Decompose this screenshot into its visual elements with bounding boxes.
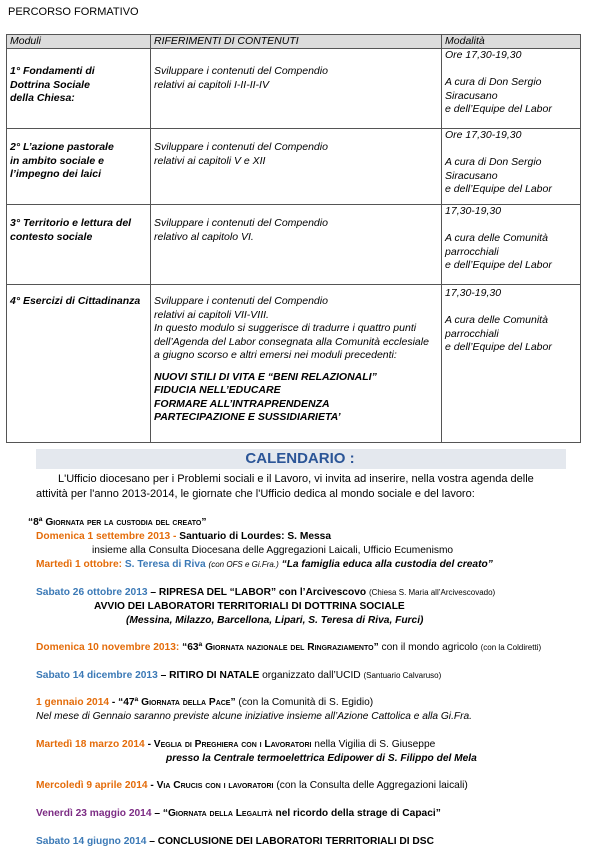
event-item [36, 779, 468, 792]
event-date: Domenica 1 settembre 2013 - [36, 531, 177, 542]
event-date: Sabato 14 giugno 2014 [36, 836, 147, 847]
event-note: (con la Coldiretti) [480, 643, 542, 652]
event-text: – RIPRESA DEL “LABOR” con l’Arcivescovo [150, 587, 367, 598]
modalita-line: 17,30-19,30 [445, 205, 502, 217]
modulo-line: 4° Esercizi di Cittadinanza [10, 295, 141, 307]
riferimenti-line: Sviluppare i contenuti del Compendio [154, 295, 328, 307]
table-row [7, 285, 581, 443]
riferimenti-cell [151, 49, 442, 129]
modulo-line: della Chiesa: [10, 92, 75, 104]
event-text: “8ª Giornata per la custodia del creato” [28, 517, 207, 528]
modalita-line: A cura delle Comunità [445, 314, 548, 326]
col-header-modalita: Modalità [442, 35, 581, 49]
event-text: – CONCLUSIONE DEI LABORATORI TERRITORIALI DI DSC [149, 836, 434, 847]
event-note: (Chiesa S. Maria all’Arcivescovado) [368, 588, 496, 597]
modalita-line [445, 301, 577, 315]
modalita-line: A cura di Don Sergio [445, 156, 542, 168]
riferimenti-line: a giugno scorso e altri emersi nei moduli precedenti: [154, 349, 397, 361]
modalita-line: Ore 17,30-19,30 [445, 129, 522, 141]
modalita-cell [442, 49, 581, 129]
modalita-cell [442, 205, 581, 285]
riferimenti-cell [151, 285, 442, 443]
event-date: Martedì 1 ottobre: [36, 559, 123, 570]
modalita-line: parrocchiali [445, 327, 499, 340]
riferimenti-line: relativo al capitolo VI. [154, 230, 254, 243]
event-date: Domenica 10 novembre 2013: [36, 642, 180, 653]
table-row [7, 129, 581, 205]
event-text: - Via Crucis con i lavoratori [150, 780, 274, 791]
intro-text: L'Ufficio diocesano per i Problemi sociali e il Lavoro, vi invita ad inserire, nella vostra agenda delle attività per l'anno 2013-2014, le giornate che l'Ufficio dedica al mondo sociale e del lavoro: [36, 473, 534, 500]
event-item [36, 696, 373, 709]
riferimenti-line: Sviluppare i contenuti del Compendio [154, 141, 328, 153]
table-header-row [7, 35, 581, 49]
agenda-point: NUOVI STILI DI VITA E “BENI RELAZIONALI” [154, 370, 377, 383]
modalita-cell [442, 285, 581, 443]
modalita-line: A cura di Don Sergio [445, 76, 542, 88]
col-header-riferimenti: RIFERIMENTI DI CONTENUTI [151, 35, 442, 49]
event-rest: con il mondo agricolo [381, 642, 478, 653]
agenda-point: FIDUCIA NELL’EDUCARE [154, 384, 281, 396]
modulo-cell [7, 205, 151, 285]
event-rest: organizzato dall’UCID [262, 670, 361, 681]
col-header-moduli: Moduli [7, 35, 151, 49]
event-subline: insieme alla Consulta Diocesana delle Aggregazioni Laicali, Ufficio Ecumenismo [92, 545, 454, 556]
modalita-line: e dell’Equipe del Labor [445, 259, 552, 271]
riferimenti-cell [151, 129, 442, 205]
modulo-line: Dottrina Sociale [10, 78, 90, 91]
event-date: Martedì 18 marzo 2014 [36, 739, 145, 750]
event-rest: (con la Consulta delle Aggregazioni laicali) [276, 780, 468, 791]
agenda-point: PARTECIPAZIONE E SUSSIDIARIETA’ [154, 411, 341, 423]
event-rest: (con la Comunità di S. Egidio) [238, 697, 374, 708]
modulo-line: l’impegno dei laici [10, 168, 102, 180]
agenda-point: FORMARE ALL’INTRAPRENDENZA [154, 397, 330, 410]
event-note: (Santuario Calvaruso) [363, 671, 442, 680]
modalita-line: 17,30-19,30 [445, 287, 502, 299]
event-item [36, 669, 441, 682]
modalita-line: e dell’Equipe del Labor [445, 183, 552, 195]
modalita-line [445, 143, 577, 157]
page-heading: PERCORSO FORMATIVO [8, 6, 139, 18]
event-text: - Veglia di Preghiera con i Lavoratori [147, 739, 312, 750]
event-note: (con OFS e Gi.Fra.) [208, 560, 279, 569]
modulo-cell [7, 49, 151, 129]
modulo-line: 2° L’azione pastorale [10, 141, 114, 153]
riferimenti-line: In questo modulo si suggerisce di tradurre i quattro punti [154, 322, 417, 334]
event-item [36, 558, 493, 571]
event-item [36, 530, 331, 543]
event-subline: Nel mese di Gennaio saranno previste alcune iniziative insieme all’Azione Cattolica e alla Gi.Fra. [36, 711, 473, 722]
riferimenti-cell [151, 205, 442, 285]
riferimenti-line: Sviluppare i contenuti del Compendio [154, 217, 328, 229]
calendar-intro [36, 472, 564, 502]
modalita-line: parrocchiali [445, 245, 499, 258]
modulo-line: 3° Territorio e lettura del [10, 217, 132, 229]
modalita-line: e dell’Equipe del Labor [445, 103, 552, 115]
event-date: Mercoledì 9 aprile 2014 [36, 780, 148, 791]
modalita-line [445, 219, 577, 233]
modulo-line: 1° Fondamenti di [10, 65, 95, 77]
modulo-cell [7, 129, 151, 205]
modalita-line [445, 63, 577, 77]
modalita-line: e dell’Equipe del Labor [445, 341, 552, 353]
modalita-line: Siracusano [445, 89, 498, 102]
event-text: “63ª Giornata nazionale del Ringraziamento” [182, 642, 379, 653]
event-item [36, 807, 441, 820]
riferimenti-line: relativi ai capitoli V e XII [154, 154, 266, 167]
event-subline: AVVIO DEI LABORATORI TERRITORIALI DI DOTTRINA SOCIALE [94, 601, 405, 612]
modalita-line: Ore 17,30-19,30 [445, 49, 522, 61]
event-date: Sabato 26 ottobre 2013 [36, 587, 148, 598]
riferimenti-line: Sviluppare i contenuti del Compendio [154, 65, 328, 77]
event-item [36, 586, 495, 599]
riferimenti-line: relativi ai capitoli I-II-II-IV [154, 78, 269, 91]
event-date: 1 gennaio 2014 [36, 697, 110, 708]
calendar-title: CALENDARIO : [245, 450, 355, 467]
event-subline: presso la Centrale termoelettrica Edipower di S. Filippo del Mela [166, 753, 477, 764]
event-item [36, 835, 434, 848]
modulo-line: contesto sociale [10, 230, 93, 243]
percorso-table [6, 34, 581, 443]
table-row [7, 205, 581, 285]
event-text: “La famiglia educa alla custodia del creato” [281, 559, 493, 570]
modalita-line: A cura delle Comunità [445, 232, 548, 244]
event-title [28, 516, 206, 529]
event-place: S. Teresa di Riva [124, 559, 206, 570]
event-rest: nella Vigilia di S. Giuseppe [314, 739, 436, 750]
event-text: – “Giornata della Legalità [154, 808, 273, 819]
event-subline: (Messina, Milazzo, Barcellona, Lipari, S. Teresa di Riva, Furci) [126, 615, 424, 626]
riferimenti-line: dell’Agenda del Labor consegnata alla Comunità ecclesiale [154, 335, 429, 348]
event-item [36, 738, 435, 751]
modulo-cell [7, 285, 151, 443]
event-date: Sabato 14 dicembre 2013 [36, 670, 158, 681]
riferimenti-line: relativi ai capitoli VII-VIII. [154, 308, 269, 321]
table-row [7, 49, 581, 129]
modalita-cell [442, 129, 581, 205]
event-text: - “47ª Giornata della Pace” [111, 697, 236, 708]
modalita-line: Siracusano [445, 169, 498, 182]
event-date: Venerdì 23 maggio 2014 [36, 808, 152, 819]
event-text: Santuario di Lourdes: S. Messa [179, 531, 331, 542]
event-text: – RITIRO DI NATALE [160, 670, 260, 681]
modulo-line: in ambito sociale e [10, 154, 104, 167]
event-item [36, 641, 541, 654]
event-rest: nel ricordo della strage di Capaci” [275, 808, 441, 819]
